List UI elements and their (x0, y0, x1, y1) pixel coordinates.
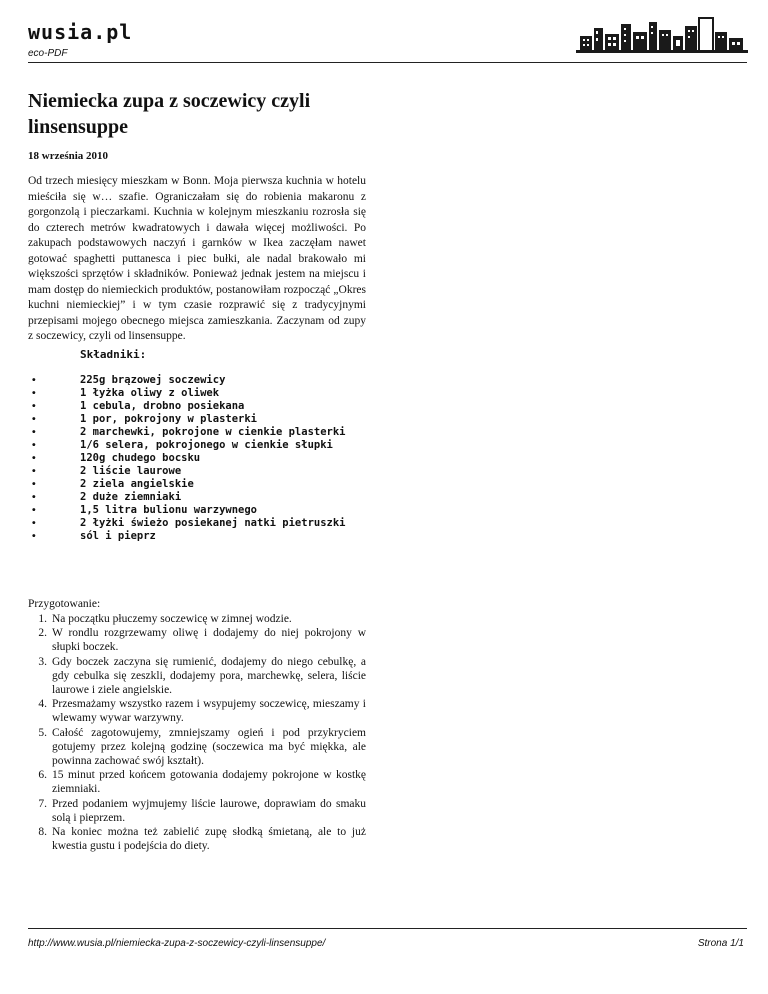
ingredients-list (80, 374, 400, 543)
step-item (28, 768, 366, 796)
step-number: 2. (38, 627, 47, 640)
ingredient-item: • 2 łyżki świeżo posiekanej natki pietruszki (80, 517, 400, 530)
site-subtitle: eco-PDF (28, 48, 68, 59)
footer-url-link[interactable]: http://www.wusia.pl/niemiecka-zupa-z-soczewicy-czyli-linsensuppe/ (28, 938, 326, 949)
ingredient-item: • 2 marchewki, pokrojone w cienkie plasterki (80, 426, 400, 439)
step-text: Gdy boczek zaczyna się rumienić, dodajemy do niego cebulkę, a gdy cebulka się zeszkli, dodajemy pora, marchewkę, selera, liście laurowe i ziele angielskie. (52, 655, 366, 697)
step-number: 3. (38, 655, 47, 668)
step-text: Całość zagotowujemy, zmniejszamy ogień i pod przykryciem gotujemy przez kolejną godzinę (soczewica ma być miękka, ale powinna zachować swój kształt). (52, 726, 366, 768)
ingredient-item: • 120g chudego bocsku (80, 452, 400, 465)
preparation-steps (28, 612, 366, 853)
step-item (28, 726, 366, 769)
page-number: Strona 1/1 (697, 938, 744, 949)
preparation-heading: Przygotowanie: (28, 598, 101, 610)
step-item (28, 697, 366, 725)
footer-rule (28, 928, 747, 929)
ingredient-item: • 1 por, pokrojony w plasterki (80, 413, 400, 426)
step-item (28, 825, 366, 853)
step-text: Przed podaniem wyjmujemy liście laurowe, doprawiam do smaku solą i pieprzem. (52, 797, 366, 824)
ingredient-item: • 2 liście laurowe (80, 465, 400, 478)
ingredient-item: • 1 cebula, drobno posiekana (80, 400, 400, 413)
step-text: W rondlu rozgrzewamy oliwę i dodajemy do niej pokrojony w słupki boczek. (52, 627, 366, 654)
step-item (28, 797, 366, 825)
step-number: 6. (38, 769, 47, 782)
step-text: Na początku płuczemy soczewicę w zimnej wodzie. (52, 613, 292, 625)
step-number: 7. (38, 797, 47, 810)
ingredients-heading: Składniki: (80, 348, 147, 361)
step-item (28, 626, 366, 654)
step-number: 1. (38, 613, 47, 625)
ingredient-item: • 2 duże ziemniaki (80, 491, 400, 504)
site-name[interactable]: wusia.pl (28, 20, 133, 44)
header-rule (28, 62, 747, 63)
step-item (28, 612, 366, 626)
step-item (28, 655, 366, 698)
city-skyline-logo-icon (576, 14, 748, 64)
step-number: 8. (38, 826, 47, 839)
ingredient-item: • 1 łyżka oliwy z oliwek (80, 387, 400, 400)
step-number: 4. (38, 698, 47, 711)
ingredient-item: • 225g brązowej soczewicy (80, 374, 400, 387)
article-date: 18 września 2010 (28, 150, 109, 162)
article-title: Niemiecka zupa z soczewicy czyli linsensuppe (28, 90, 311, 138)
article-intro: Od trzech miesięcy mieszkam w Bonn. Moja pierwsza kuchnia w hotelu mieściła się w… szafie. Ograniczałam się do robienia makaronu z gorgonzolą i pieczarkami. Kuchnia w kolejnym mieszkaniu rozrosła się do czterech metrów kwadratowych i dawała więcej możliwości. Po zakupach podstawowych naczyń i garnków w Ikea zaczęłam nawet gotować spaghetti puttanesca i piec bułki, ale nadal brakowało mi większości sprzętów i składników. Ponieważ jednak jestem na miejscu i mam dostęp do niemieckich produktów, postanowiłam rozpocząć „Okres kuchni niemieckiej” i w tym czasie rozprawić się z tradycyjnymi przepisami mojego obecnego miejsca zamieszkania. Zaczynam od zupy z soczewicy, czyli od linsensuppe. (28, 175, 366, 342)
ingredient-item: • sól i pieprz (80, 530, 400, 543)
step-text: Na koniec można też zabielić zupę słodką śmietaną, ale to już kwestia gustu i podejścia do diety. (52, 826, 366, 853)
ingredient-item: • 2 ziela angielskie (80, 478, 400, 491)
step-text: 15 minut przed końcem gotowania dodajemy pokrojone w kostkę ziemniaki. (52, 769, 366, 796)
step-text: Przesmażamy wszystko razem i wsypujemy soczewicę, mieszamy i wlewamy wywar warzywny. (52, 698, 366, 725)
ingredient-item: • 1/6 selera, pokrojonego w cienkie słupki (80, 439, 400, 452)
step-number: 5. (38, 726, 47, 739)
ingredient-item: • 1,5 litra bulionu warzywnego (80, 504, 400, 517)
